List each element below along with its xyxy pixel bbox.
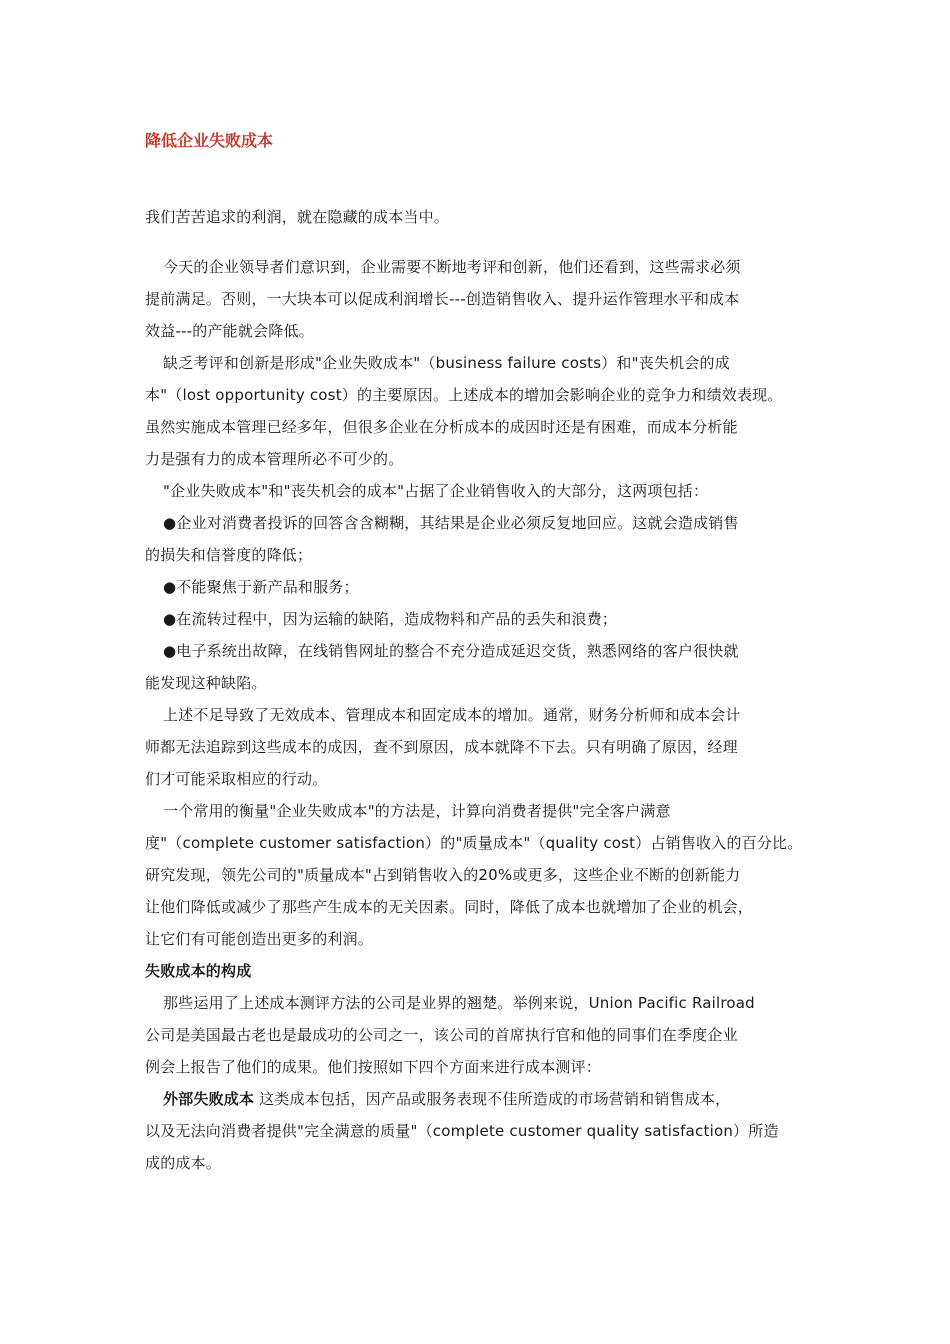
inline-text: 这类成本包括，因产品或服务表现不佳所造成的市场营销和销售成本， [254, 1090, 731, 1108]
paragraph-line: 公司是美国最古老也是最成功的公司之一，该公司的首席执行官和他的同事们在季度企业 [145, 1026, 738, 1044]
bullet-line: ●企业对消费者投诉的回答含含糊糊，其结果是企业必须反复地回应。这就会造成销售 [163, 514, 739, 532]
inline-subheading: 外部失败成本 [163, 1090, 255, 1108]
paragraph-line: 以及无法向消费者提供"完全满意的质量"（complete customer quality satisfaction）所造 [145, 1122, 779, 1140]
paragraph-line: 那些运用了上述成本测评方法的公司是业界的翘楚。举例来说，Union Pacific Railroad [163, 994, 755, 1012]
paragraph-line: 提前满足。否则，一大块本可以促成利润增长---创造销售收入、提升运作管理水平和成本 [145, 290, 740, 308]
paragraph-line: 今天的企业领导者们意识到，企业需要不断地考评和创新，他们还看到，这些需求必须 [163, 258, 741, 276]
paragraph-line: 度"（complete customer satisfaction）的"质量成本"（quality cost）占销售收入的百分比。 [145, 834, 803, 852]
paragraph-line: 上述不足导致了无效成本、管理成本和固定成本的增加。通常，财务分析师和成本会计 [163, 706, 741, 724]
paragraph-line: 力是强有力的成本管理所必不可少的。 [145, 450, 404, 468]
paragraph-line: 一个常用的衡量"企业失败成本"的方法是，计算向消费者提供"完全客户满意 [163, 802, 671, 820]
bullet-line: ●电子系统出故障，在线销售网址的整合不充分造成延迟交货，熟悉网络的客户很快就 [163, 642, 739, 660]
bullet-line: ●在流转过程中，因为运输的缺陷，造成物料和产品的丢失和浪费； [163, 610, 618, 628]
paragraph-line: 成的成本。 [145, 1154, 222, 1172]
section-heading: 失败成本的构成 [145, 962, 252, 980]
bullet-line: 的损失和信誉度的降低； [145, 546, 313, 564]
paragraph-line: 让他们降低或减少了那些产生成本的无关因素。同时，降低了成本也就增加了企业的机会， [145, 898, 754, 916]
paragraph-line: 本"（lost opportunity cost）的主要原因。上述成本的增加会影响企业的竞争力和绩效表现。 [145, 386, 783, 404]
paragraph-line: 们才可能采取相应的行动。 [145, 770, 328, 788]
paragraph-line: 虽然实施成本管理已经多年，但很多企业在分析成本的成因时还是有困难，而成本分析能 [145, 418, 738, 436]
paragraph-line: 缺乏考评和创新是形成"企业失败成本"（business failure costs）和"丧失机会的成 [163, 354, 730, 372]
paragraph-line: 让它们有可能创造出更多的利润。 [145, 930, 374, 948]
paragraph-line: 师都无法追踪到这些成本的成因，查不到原因，成本就降不下去。只有明确了原因，经理 [145, 738, 738, 756]
bullet-line: 能发现这种缺陷。 [145, 674, 267, 692]
paragraph-line [163, 1089, 730, 1109]
paragraph-line: 效益---的产能就会降低。 [145, 322, 314, 340]
page-title: 降低企业失败成本 [145, 131, 274, 150]
paragraph-line: 例会上报告了他们的成果。他们按照如下四个方面来进行成本测评： [145, 1058, 602, 1076]
paragraph-line: "企业失败成本"和"丧失机会的成本"占据了企业销售收入的大部分，这两项包括： [163, 482, 709, 500]
bullet-line: ●不能聚焦于新产品和服务； [163, 578, 359, 596]
paragraph-line: 研究发现，领先公司的"质量成本"占到销售收入的20%或更多，这些企业不断的创新能力 [145, 866, 741, 884]
paragraph-line: 我们苦苦追求的利润，就在隐藏的成本当中。 [145, 208, 450, 226]
